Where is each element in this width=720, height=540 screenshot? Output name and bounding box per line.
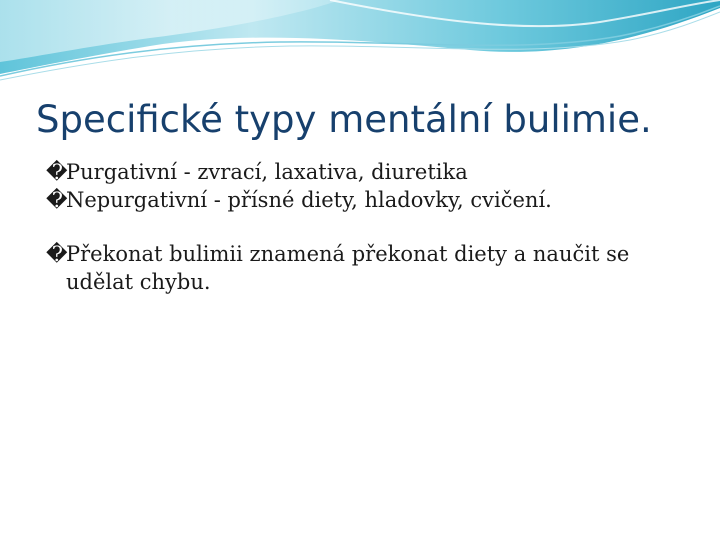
slide-title: Specifické typy mentální bulimie. (36, 98, 652, 141)
bullet-marker-icon: � (46, 160, 68, 184)
bullet-text: Purgativní - zvrací, laxativa, diuretika (66, 160, 468, 184)
bullet-item-nonpurgative (46, 186, 686, 214)
bullet-marker-icon: � (46, 188, 68, 212)
decorative-wave-banner (0, 0, 720, 90)
bullet-list (46, 158, 686, 296)
bullet-text: Překonat bulimii znamená překonat diety a naučit se udělat chybu. (66, 242, 630, 294)
bullet-item-overcome (46, 240, 686, 296)
bullet-text: Nepurgativní - přísné diety, hladovky, cvičení. (66, 188, 552, 212)
bullet-marker-icon: � (46, 242, 68, 266)
bullet-item-purgative (46, 158, 686, 186)
